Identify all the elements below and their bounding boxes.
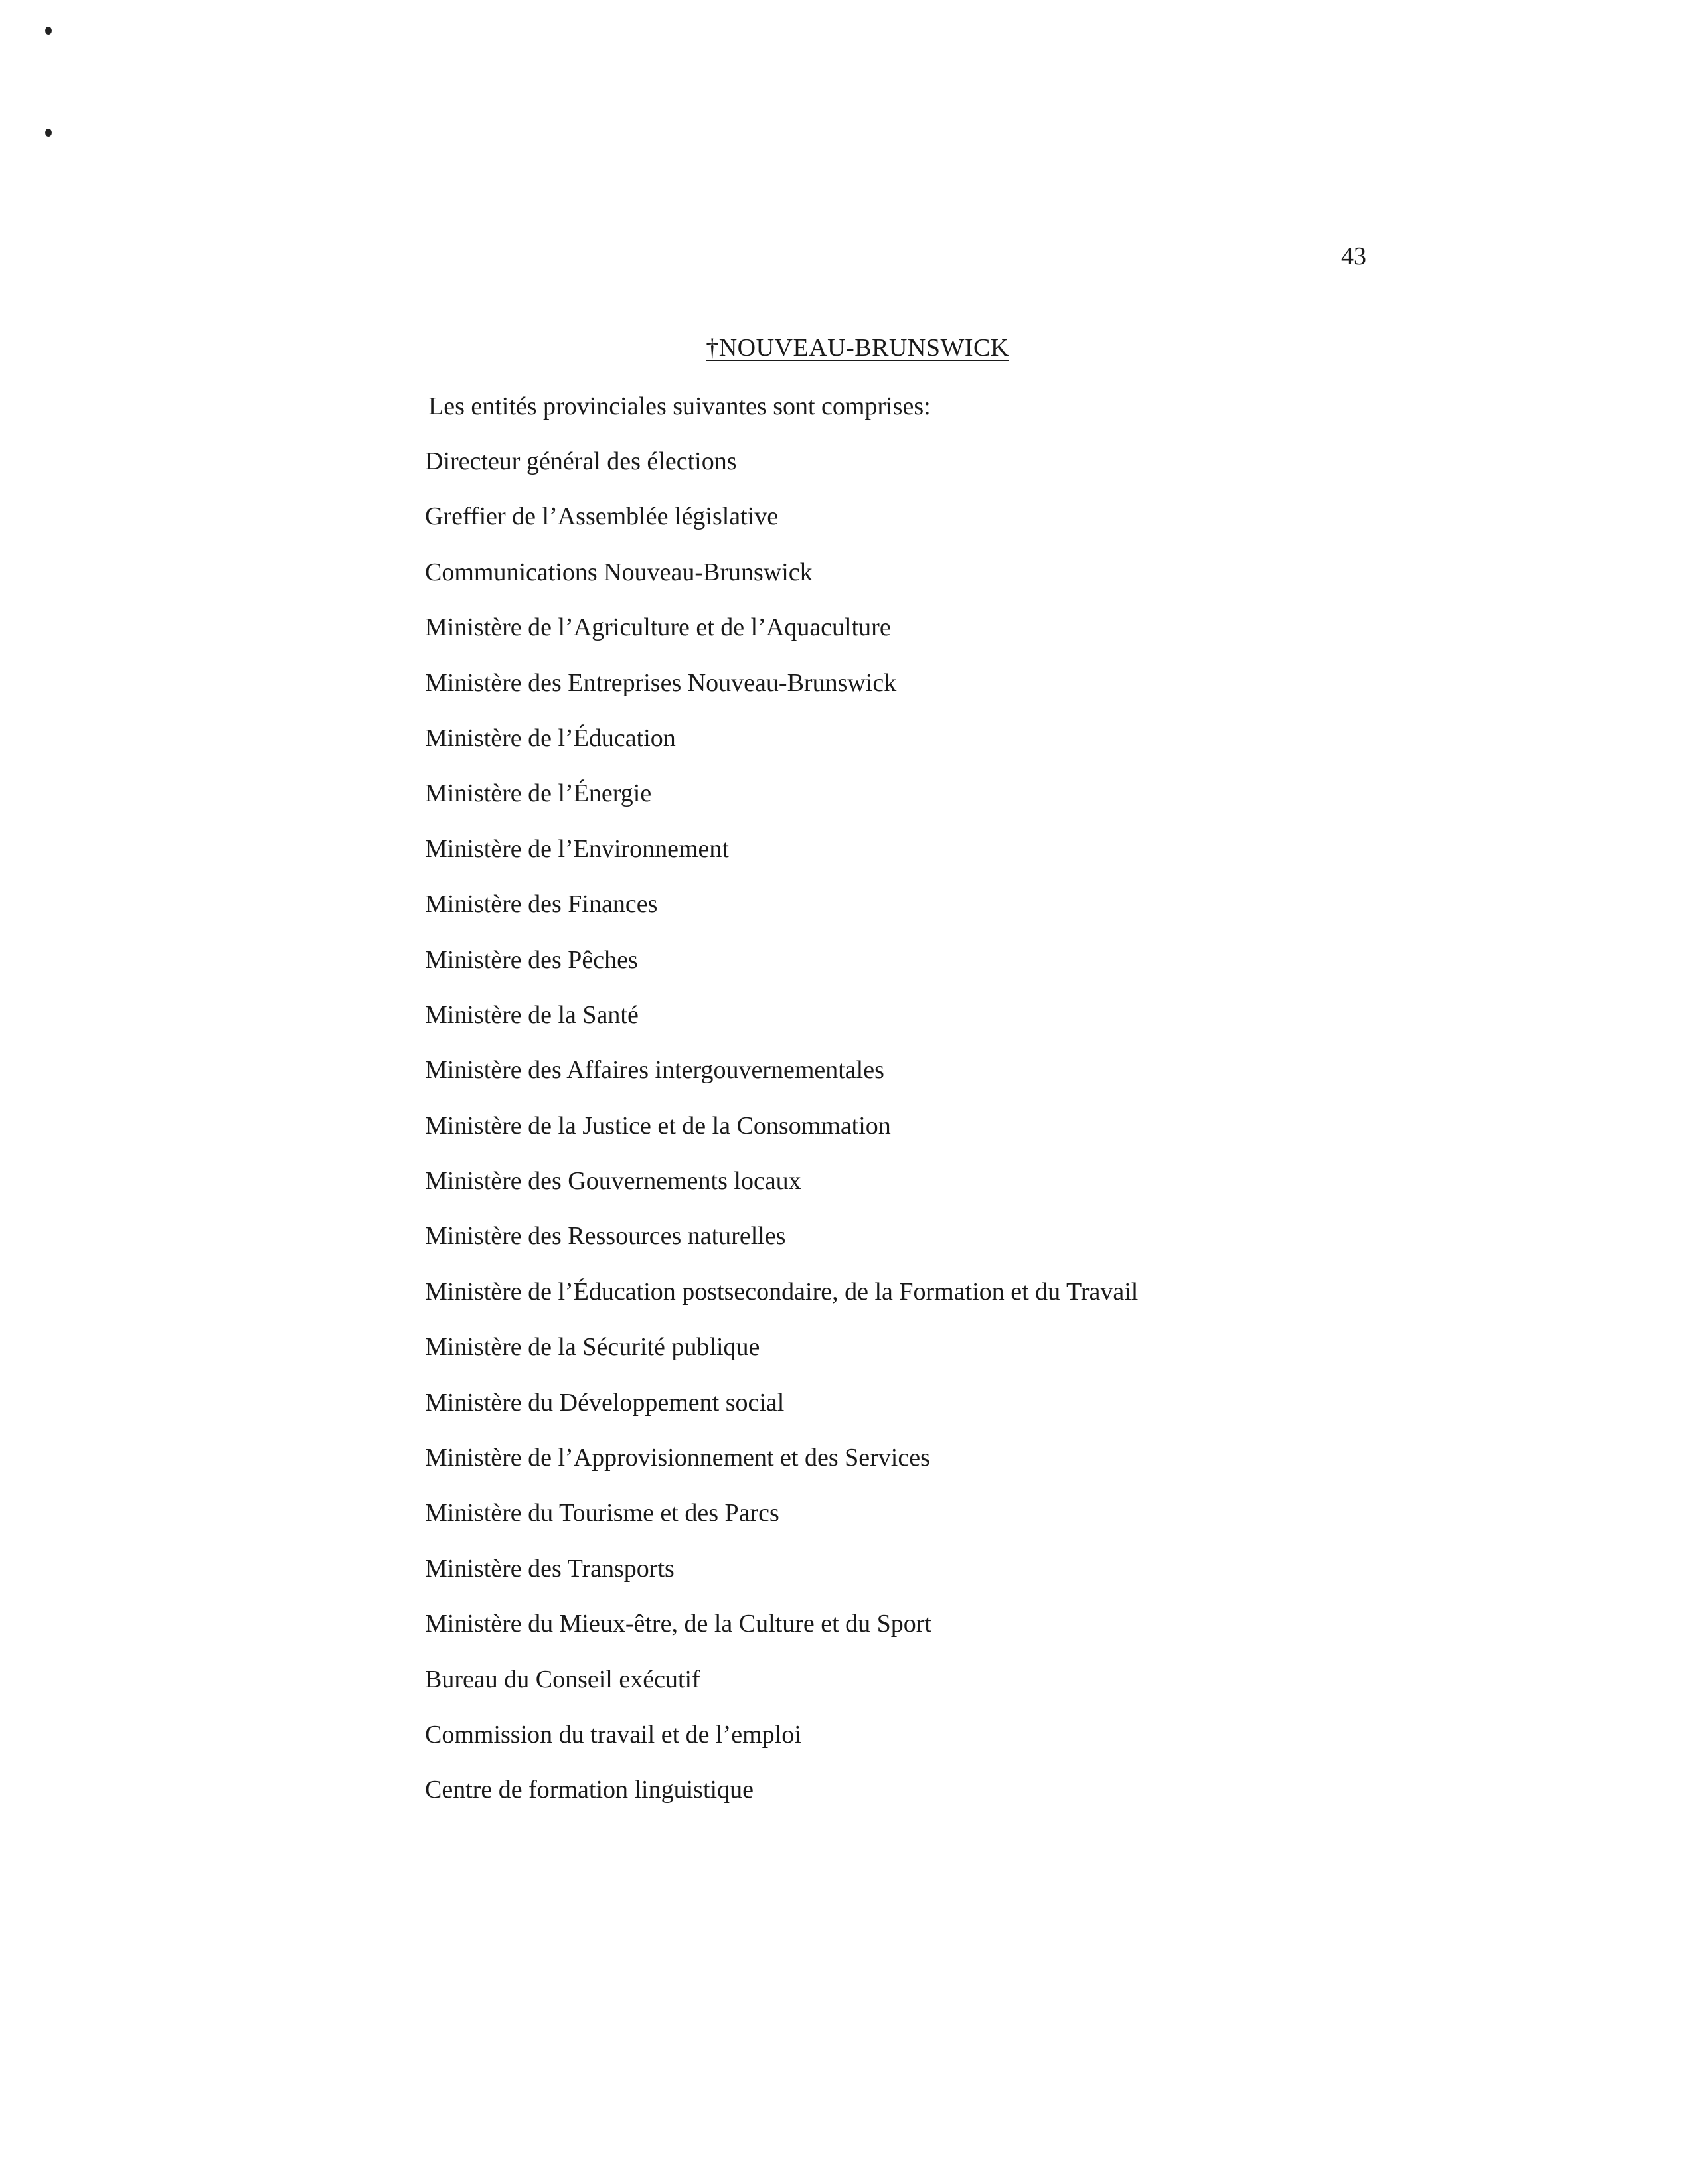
list-item: Greffier de l’Assemblée législative (425, 503, 779, 531)
list-item: Communications Nouveau-Brunswick (425, 558, 813, 586)
list-item: Centre de formation linguistique (425, 1776, 754, 1804)
list-item: Ministère des Pêches (425, 945, 638, 974)
list-item: Ministère de l’Approvisionnement et des Services (425, 1444, 930, 1472)
list-item: Ministère de l’Environnement (425, 834, 729, 863)
list-item: Ministère de l’Éducation (425, 724, 676, 752)
scan-punch-mark (45, 129, 52, 137)
entity-list (425, 445, 1138, 1830)
list-item: Ministère de la Sécurité publique (425, 1333, 760, 1362)
list-item: Ministère des Affaires intergouvernementales (425, 1056, 884, 1085)
list-item: Ministère des Finances (425, 890, 658, 919)
list-item: Ministère du Développement social (425, 1388, 785, 1417)
list-item: Ministère des Ressources naturelles (425, 1222, 786, 1251)
list-item: Ministère de la Justice et de la Consommation (425, 1111, 891, 1140)
list-item: Ministère du Tourisme et des Parcs (425, 1499, 779, 1527)
list-item: Ministère du Mieux-être, de la Culture et du Sport (425, 1610, 931, 1638)
list-item: Bureau du Conseil exécutif (425, 1665, 700, 1693)
list-item: Ministère de l’Énergie (425, 779, 652, 808)
list-item: Commission du travail et de l’emploi (425, 1720, 801, 1749)
list-item: Directeur général des élections (425, 447, 737, 475)
intro-text: Les entités provinciales suivantes sont comprises: (428, 392, 931, 420)
list-item: Ministère des Entreprises Nouveau-Brunswick (425, 668, 897, 697)
page-title (0, 332, 1695, 364)
list-item: Ministère des Transports (425, 1554, 675, 1583)
page-title-text: †NOUVEAU-BRUNSWICK (706, 334, 1009, 362)
list-item: Ministère de la Santé (425, 1000, 639, 1029)
list-item: Ministère de l’Agriculture et de l’Aquaculture (425, 613, 891, 642)
scan-punch-mark (45, 27, 52, 35)
list-item: Ministère de l’Éducation postsecondaire, de la Formation et du Travail (425, 1277, 1139, 1306)
list-item: Ministère des Gouvernements locaux (425, 1167, 801, 1196)
page-number: 43 (1341, 242, 1366, 270)
